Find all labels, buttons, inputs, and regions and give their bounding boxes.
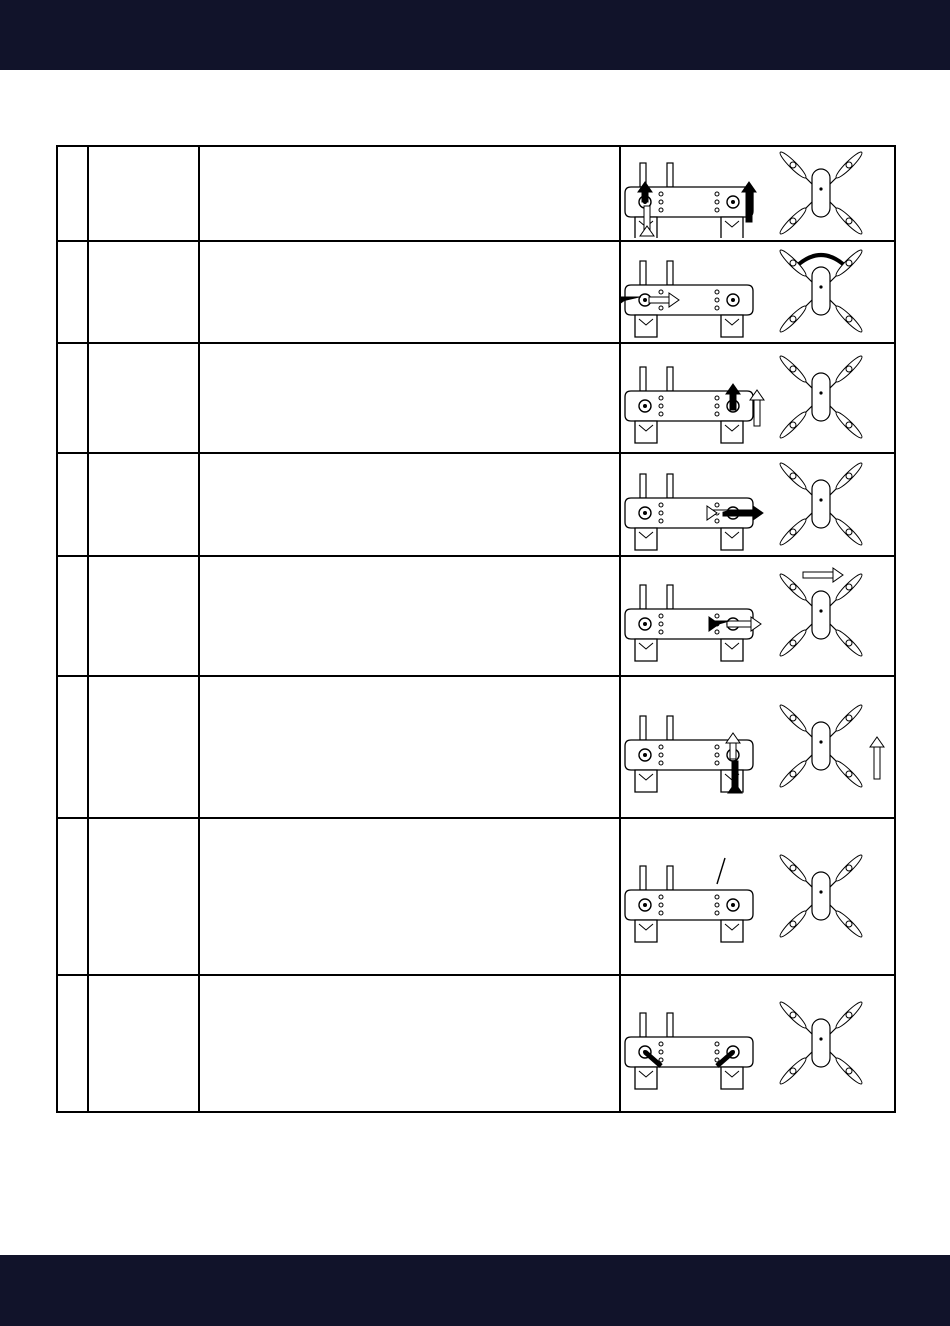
description-cell [199,818,620,975]
control-illustration [620,556,895,676]
table-row [57,556,895,676]
row-index-cell [57,343,88,453]
table-row [57,343,895,453]
table-row [57,453,895,556]
row-index-cell [57,975,88,1112]
row-index-cell [57,818,88,975]
function-cell [88,453,199,556]
table-row [57,818,895,975]
control-illustration [620,818,895,975]
remote-controller-icon [625,1013,753,1089]
drone-icon [778,703,864,789]
drone-icon [778,1000,864,1086]
drone-icon [778,354,864,440]
row-index-cell [57,676,88,818]
row-index-cell [57,241,88,343]
description-cell [199,343,620,453]
remote-controller-icon [625,866,753,942]
function-cell [88,676,199,818]
description-cell [199,676,620,818]
row-index-cell [57,146,88,241]
description-cell [199,146,620,241]
function-cell [88,975,199,1112]
control-illustration [620,453,895,556]
row-index-cell [57,556,88,676]
drone-icon [778,248,864,334]
table-row [57,676,895,818]
description-cell [199,556,620,676]
description-cell [199,453,620,556]
row-index-cell [57,453,88,556]
function-cell [88,343,199,453]
function-cell [88,556,199,676]
control-illustration [620,676,895,818]
drone-icon [778,150,864,236]
control-illustration [620,241,895,343]
drone-icon [778,572,864,658]
function-cell [88,818,199,975]
control-illustration [620,343,895,453]
drone-icon [778,853,864,939]
description-cell [199,241,620,343]
function-cell [88,146,199,241]
control-illustration [620,146,895,241]
flight-operations-table [56,145,896,1113]
drone-icon [778,461,864,547]
control-illustration [620,975,895,1112]
table-row [57,975,895,1112]
footer-band [0,1255,950,1326]
table-row [57,241,895,343]
header-band [0,0,950,70]
function-cell [88,241,199,343]
description-cell [199,975,620,1112]
remote-controller-icon [625,261,753,337]
table-row [57,146,895,241]
